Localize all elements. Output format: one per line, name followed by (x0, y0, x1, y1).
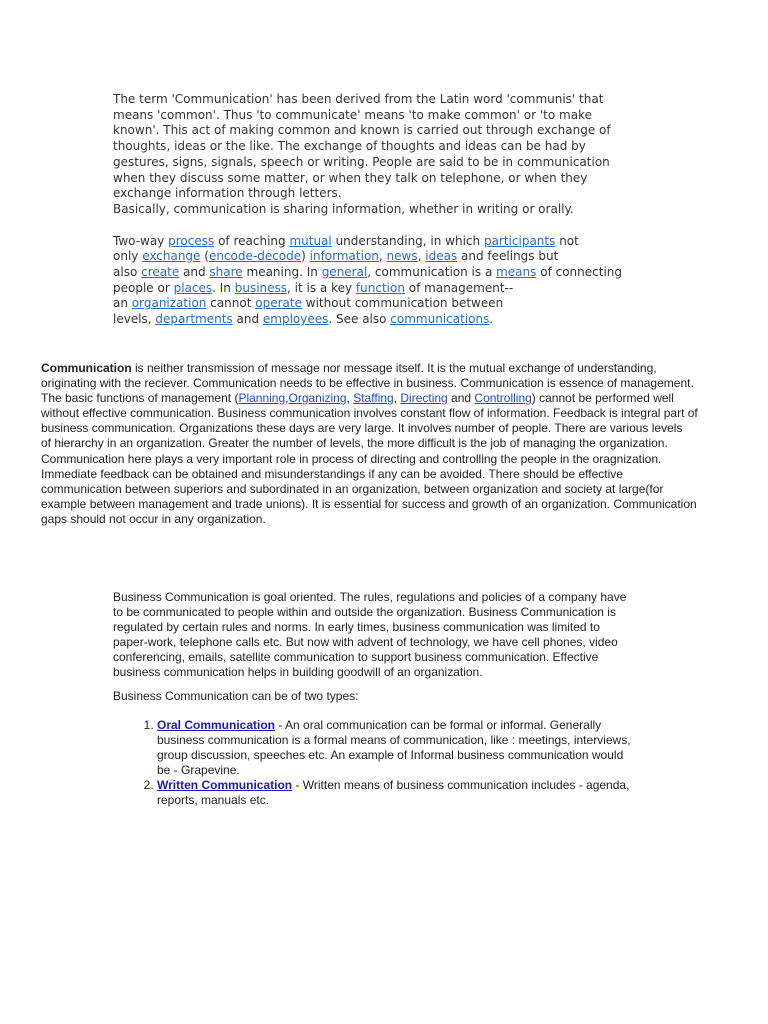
text-line: be - Grapevine. (157, 762, 240, 777)
text: levels, (113, 312, 156, 327)
text-line: when they discuss some matter, or when they talk on telephone, or when they (113, 170, 588, 185)
text: cannot (206, 296, 256, 311)
text: also (113, 265, 142, 280)
text: , (285, 391, 289, 406)
text: meaning. In (242, 265, 322, 280)
text-line: business communication helps in building goodwill of an organization. (113, 665, 483, 680)
link-encode-decode[interactable]: encode-decode (208, 249, 302, 264)
text: and (179, 265, 210, 280)
text: . (489, 312, 494, 327)
intro-paragraph (113, 92, 653, 218)
link-controlling[interactable]: Controlling (474, 391, 532, 406)
link-process[interactable]: process (168, 233, 215, 248)
link-planning[interactable]: Planning (238, 391, 286, 406)
business-communication-section (113, 590, 653, 808)
link-information[interactable]: information (309, 249, 379, 264)
text: , (417, 249, 426, 264)
link-news[interactable]: news (386, 249, 418, 264)
text: and feelings but (457, 249, 559, 264)
text-line: Business Communication is goal oriented. The rules, regulations and policies of a company have (113, 590, 627, 604)
link-operate[interactable]: operate (255, 296, 302, 311)
text-line: paper-work, telephone calls etc. But now with advent of technology, we have cell phones, video (113, 635, 618, 650)
text-line: gestures, signs, signals, speech or writing. People are said to be in communication (113, 154, 610, 169)
text-line: of hierarchy in an organization. Greater the number of levels, the more difficult is the job of managing the organization. (41, 436, 668, 451)
text: only (113, 249, 143, 264)
text-line: example between management and trade unions). It is essential for success and growth of an organization. Communication (41, 496, 697, 511)
link-business[interactable]: business (234, 280, 288, 295)
text-line: thoughts, ideas or the like. The exchange of thoughts and ideas can be had by (113, 139, 586, 154)
text-line: originating with the reciever. Communication needs to be effective in business. Communication is essence of management. (41, 376, 694, 391)
text: , it is a key (287, 280, 356, 295)
text: people or (113, 280, 174, 295)
link-oral-communication[interactable]: Oral Communication (157, 717, 276, 732)
communication-section (41, 361, 731, 527)
text-line: exchange information through letters. (113, 186, 342, 201)
text: ( (200, 249, 209, 264)
intro-section (113, 92, 653, 328)
text: , (378, 249, 387, 264)
text-line: The basic functions of management ( (41, 391, 239, 406)
link-ideas[interactable]: ideas (425, 249, 458, 264)
bold-term: Communication (41, 361, 132, 375)
business-paragraph (113, 590, 653, 681)
text: ) cannot be performed well (531, 391, 674, 406)
link-directing[interactable]: Directing (400, 391, 448, 406)
text-line: gaps should not occur in any organization. (41, 511, 266, 526)
text-line: regulated by certain rules and norms. In early times, business communication was limited to (113, 620, 600, 635)
text-line: Immediate feedback can be obtained and misunderstandings if any can be avoided. There should be effective (41, 466, 623, 481)
text: an (113, 296, 132, 311)
link-exchange[interactable]: exchange (142, 249, 201, 264)
link-places[interactable]: places (173, 280, 213, 295)
text: and (447, 391, 475, 406)
link-participants[interactable]: participants (483, 233, 556, 248)
text: understanding, in which (331, 233, 484, 248)
types-list (113, 718, 653, 809)
link-function[interactable]: function (355, 280, 405, 295)
link-staffing[interactable]: Staffing (353, 391, 394, 406)
text: not (555, 233, 579, 248)
text: . See also (328, 312, 391, 327)
link-communications[interactable]: communications (390, 312, 490, 327)
link-written-communication[interactable]: Written Communication (157, 778, 293, 793)
link-departments[interactable]: departments (155, 312, 233, 327)
list-item (157, 718, 653, 778)
text-line: business communication. Organizations these days are very large. It involves number of people. There are various levels (41, 421, 683, 436)
text: , communication is a (367, 265, 497, 280)
text: without communication between (301, 296, 504, 311)
types-intro: Business Communication can be of two types: (113, 688, 359, 703)
text-line: Basically, communication is sharing information, whether in writing or orally. (113, 201, 574, 216)
link-share[interactable]: share (209, 265, 243, 280)
text-line: communication between superiors and subordinated in an organization, between organization and society at large(for (41, 481, 664, 496)
text-line: business communication is a formal means of communication, like : meetings, interviews, (157, 732, 631, 747)
text-line: without effective communication. Business communication involves constant flow of information. Feedback is integral part of (41, 406, 698, 421)
text: ) (301, 249, 310, 264)
text-line: is neither transmission of message nor message itself. It is the mutual exchange of understanding, (131, 361, 657, 375)
text: , (346, 391, 354, 406)
text-line: - An oral communication can be formal or informal. Generally (275, 717, 602, 732)
text-line: The term 'Communication' has been derived from the Latin word 'communis' that (113, 92, 604, 106)
link-general[interactable]: general (321, 265, 368, 280)
link-means[interactable]: means (496, 265, 537, 280)
link-mutual[interactable]: mutual (289, 233, 332, 248)
text-line: Communication here plays a very important role in process of directing and controlling the people in the oragnization. (41, 451, 662, 466)
text: and (232, 312, 263, 327)
text-line: to be communicated to people within and outside the organization. Business Communication is (113, 605, 616, 620)
text: , (393, 391, 401, 406)
text-line: conferencing, emails, satellite communication to support business communication. Effective (113, 650, 599, 665)
link-employees[interactable]: employees (262, 312, 329, 327)
list-item (157, 778, 653, 808)
text: Two-way (113, 233, 169, 248)
link-create[interactable]: create (141, 265, 180, 280)
link-organizing[interactable]: Organizing (288, 391, 347, 406)
text: of management-- (404, 280, 514, 295)
text: . In (212, 280, 235, 295)
text-line: known'. This act of making common and known is carried out through exchange of (113, 123, 611, 138)
definition-paragraph (113, 234, 653, 328)
text-line: - Written means of business communication includes - agenda, (292, 778, 630, 793)
text-line: means 'common'. Thus 'to communicate' means 'to make common' or 'to make (113, 107, 592, 122)
text-line: reports, manuals etc. (157, 793, 270, 808)
link-organization[interactable]: organization (131, 296, 207, 311)
text: of reaching (214, 233, 290, 248)
text-line: group discussion, speeches etc. An example of Informal business communication would (157, 747, 624, 762)
text: of connecting (536, 265, 622, 280)
